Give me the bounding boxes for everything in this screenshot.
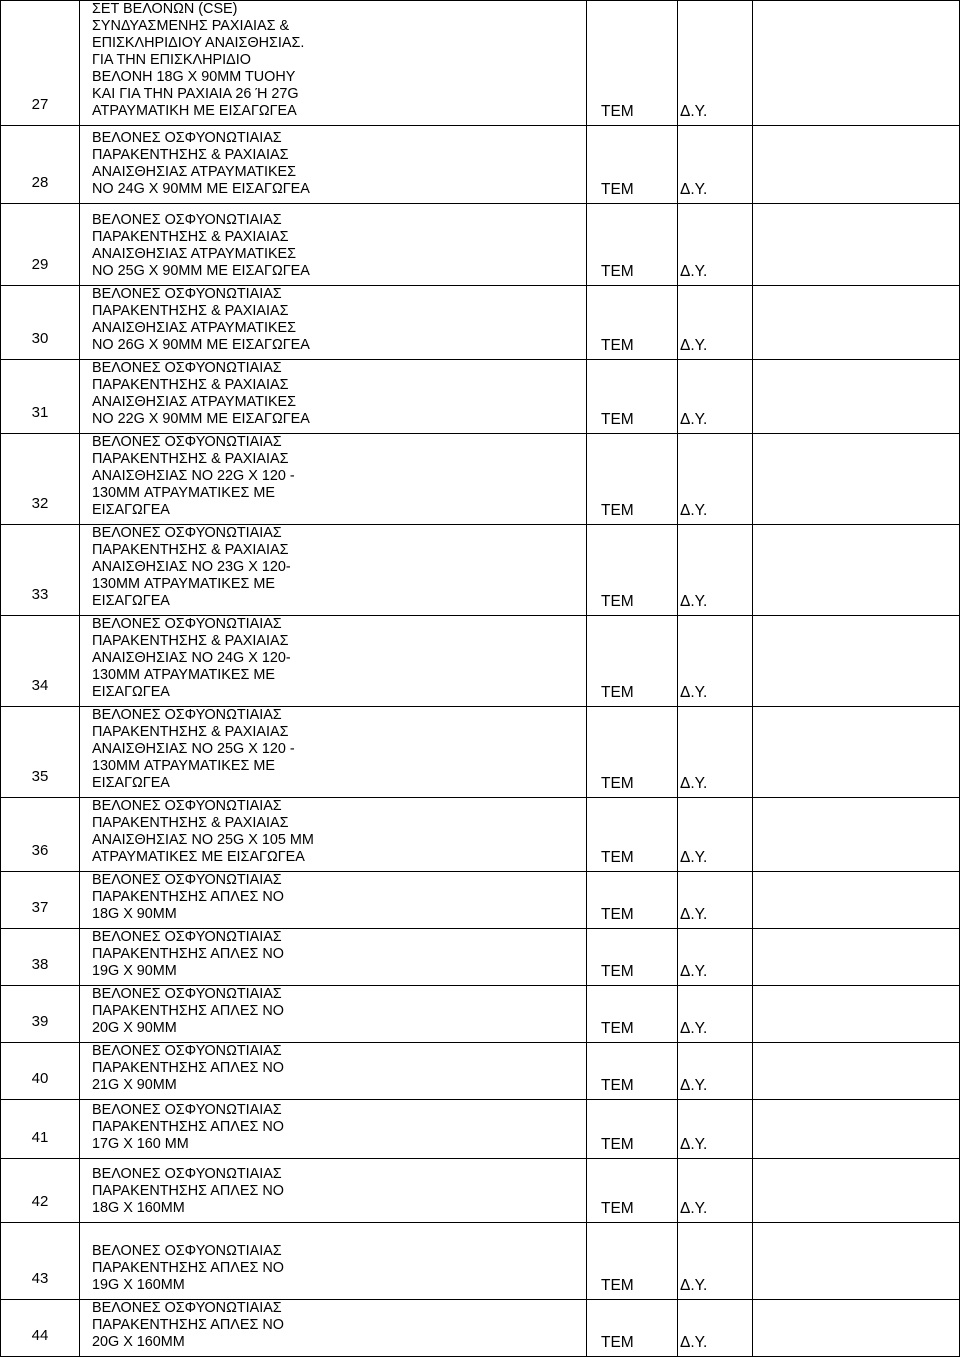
item-description: ΒΕΛΟΝΕΣ ΟΣΦΥΟΝΩΤΙΑΙΑΣ ΠΑΡΑΚΕΝΤΗΣΗΣ ΑΠΛΕΣ ΝΟ 21G X 90MM	[80, 1043, 587, 1100]
unit-of-measure: ΤΕΜ	[587, 1223, 678, 1300]
unit-of-measure: ΤΕΜ	[587, 929, 678, 986]
row-number: 43	[1, 1223, 80, 1300]
item-description: ΒΕΛΟΝΕΣ ΟΣΦΥΟΝΩΤΙΑΙΑΣ ΠΑΡΑΚΕΝΤΗΣΗΣ & ΡΑΧΙΑΙΑΣ ΑΝΑΙΣΘΗΣΙΑΣ ΝΟ 22G X 120 - 130MM ΑΤΡΑΥΜΑΤΙΚΕΣ ΜΕ ΕΙΣΑΓΩΓΕΑ	[80, 434, 587, 525]
item-description: ΒΕΛΟΝΕΣ ΟΣΦΥΟΝΩΤΙΑΙΑΣ ΠΑΡΑΚΕΝΤΗΣΗΣ & ΡΑΧΙΑΙΑΣ ΑΝΑΙΣΘΗΣΙΑΣ ΑΤΡΑΥΜΑΤΙΚΕΣ ΝΟ 25G X 90MM ΜΕ ΕΙΣΑΓΩΓΕΑ	[80, 204, 587, 286]
item-description: ΒΕΛΟΝΕΣ ΟΣΦΥΟΝΩΤΙΑΙΑΣ ΠΑΡΑΚΕΝΤΗΣΗΣ ΑΠΛΕΣ ΝΟ 18G X 160MM	[80, 1159, 587, 1223]
empty-cell	[753, 1, 960, 126]
table-row	[1, 1300, 960, 1357]
table-row	[1, 360, 960, 434]
table-row	[1, 616, 960, 707]
empty-cell	[753, 707, 960, 798]
table-row	[1, 986, 960, 1043]
row-number: 38	[1, 929, 80, 986]
procedure-type: Δ.Υ.	[678, 872, 753, 929]
empty-cell	[753, 1300, 960, 1357]
row-number: 36	[1, 798, 80, 872]
item-description: ΒΕΛΟΝΕΣ ΟΣΦΥΟΝΩΤΙΑΙΑΣ ΠΑΡΑΚΕΝΤΗΣΗΣ & ΡΑΧΙΑΙΑΣ ΑΝΑΙΣΘΗΣΙΑΣ ΝΟ 25G X 105 MM ΑΤΡΑΥΜΑΤΙΚΕΣ ΜΕ ΕΙΣΑΓΩΓΕΑ	[80, 798, 587, 872]
table-row	[1, 126, 960, 204]
procedure-type: Δ.Υ.	[678, 204, 753, 286]
empty-cell	[753, 616, 960, 707]
item-description: ΒΕΛΟΝΕΣ ΟΣΦΥΟΝΩΤΙΑΙΑΣ ΠΑΡΑΚΕΝΤΗΣΗΣ ΑΠΛΕΣ ΝΟ 19G X 90MM	[80, 929, 587, 986]
empty-cell	[753, 360, 960, 434]
item-description: ΣΕΤ ΒΕΛΟΝΩΝ (CSE) ΣΥΝΔΥΑΣΜΕΝΗΣ ΡΑΧΙΑΙΑΣ & ΕΠΙΣΚΛΗΡΙΔΙΟΥ ΑΝΑΙΣΘΗΣΙΑΣ. ΓΙΑ ΤΗΝ ΕΠΙΣΚΛΗΡΙΔΙΟ ΒΕΛΟΝΗ 18G X 90MM TUOHY ΚΑΙ ΓΙΑ ΤΗΝ ΡΑΧΙΑΙΑ 26 Ή 27G ΑΤΡΑΥΜΑΤΙΚΗ ΜΕ ΕΙΣΑΓΩΓΕΑ	[80, 1, 587, 126]
item-description: ΒΕΛΟΝΕΣ ΟΣΦΥΟΝΩΤΙΑΙΑΣ ΠΑΡΑΚΕΝΤΗΣΗΣ & ΡΑΧΙΑΙΑΣ ΑΝΑΙΣΘΗΣΙΑΣ ΝΟ 23G X 120- 130MM ΑΤΡΑΥΜΑΤΙΚΕΣ ΜΕ ΕΙΣΑΓΩΓΕΑ	[80, 525, 587, 616]
table-row	[1, 929, 960, 986]
row-number: 40	[1, 1043, 80, 1100]
item-description: ΒΕΛΟΝΕΣ ΟΣΦΥΟΝΩΤΙΑΙΑΣ ΠΑΡΑΚΕΝΤΗΣΗΣ ΑΠΛΕΣ ΝΟ 18G X 90MM	[80, 872, 587, 929]
unit-of-measure: ΤΕΜ	[587, 1159, 678, 1223]
row-number: 32	[1, 434, 80, 525]
empty-cell	[753, 1100, 960, 1159]
table-row	[1, 1, 960, 126]
procedure-type: Δ.Υ.	[678, 1, 753, 126]
item-description: ΒΕΛΟΝΕΣ ΟΣΦΥΟΝΩΤΙΑΙΑΣ ΠΑΡΑΚΕΝΤΗΣΗΣ ΑΠΛΕΣ ΝΟ 17G X 160 MM	[80, 1100, 587, 1159]
procedure-type: Δ.Υ.	[678, 1159, 753, 1223]
item-description: ΒΕΛΟΝΕΣ ΟΣΦΥΟΝΩΤΙΑΙΑΣ ΠΑΡΑΚΕΝΤΗΣΗΣ & ΡΑΧΙΑΙΑΣ ΑΝΑΙΣΘΗΣΙΑΣ ΝΟ 25G X 120 - 130MM ΑΤΡΑΥΜΑΤΙΚΕΣ ΜΕ ΕΙΣΑΓΩΓΕΑ	[80, 707, 587, 798]
empty-cell	[753, 126, 960, 204]
row-number: 41	[1, 1100, 80, 1159]
unit-of-measure: ΤΕΜ	[587, 286, 678, 360]
unit-of-measure: ΤΕΜ	[587, 1, 678, 126]
table-row	[1, 1043, 960, 1100]
empty-cell	[753, 1043, 960, 1100]
table-row	[1, 1159, 960, 1223]
empty-cell	[753, 872, 960, 929]
item-description: ΒΕΛΟΝΕΣ ΟΣΦΥΟΝΩΤΙΑΙΑΣ ΠΑΡΑΚΕΝΤΗΣΗΣ & ΡΑΧΙΑΙΑΣ ΑΝΑΙΣΘΗΣΙΑΣ ΝΟ 24G X 120- 130MM ΑΤΡΑΥΜΑΤΙΚΕΣ ΜΕ ΕΙΣΑΓΩΓΕΑ	[80, 616, 587, 707]
row-number: 44	[1, 1300, 80, 1357]
row-number: 35	[1, 707, 80, 798]
empty-cell	[753, 929, 960, 986]
table-row	[1, 204, 960, 286]
empty-cell	[753, 798, 960, 872]
procedure-type: Δ.Υ.	[678, 798, 753, 872]
empty-cell	[753, 434, 960, 525]
table-row	[1, 707, 960, 798]
item-description: ΒΕΛΟΝΕΣ ΟΣΦΥΟΝΩΤΙΑΙΑΣ ΠΑΡΑΚΕΝΤΗΣΗΣ ΑΠΛΕΣ ΝΟ 20G X 160MM	[80, 1300, 587, 1357]
table-row	[1, 872, 960, 929]
unit-of-measure: ΤΕΜ	[587, 126, 678, 204]
table-row	[1, 434, 960, 525]
table-row	[1, 1223, 960, 1300]
row-number: 29	[1, 204, 80, 286]
empty-cell	[753, 204, 960, 286]
unit-of-measure: ΤΕΜ	[587, 1300, 678, 1357]
procedure-type: Δ.Υ.	[678, 1223, 753, 1300]
row-number: 39	[1, 986, 80, 1043]
item-description: ΒΕΛΟΝΕΣ ΟΣΦΥΟΝΩΤΙΑΙΑΣ ΠΑΡΑΚΕΝΤΗΣΗΣ & ΡΑΧΙΑΙΑΣ ΑΝΑΙΣΘΗΣΙΑΣ ΑΤΡΑΥΜΑΤΙΚΕΣ ΝΟ 24G X 90MM ΜΕ ΕΙΣΑΓΩΓΕΑ	[80, 126, 587, 204]
procedure-type: Δ.Υ.	[678, 360, 753, 434]
unit-of-measure: ΤΕΜ	[587, 1043, 678, 1100]
row-number: 42	[1, 1159, 80, 1223]
unit-of-measure: ΤΕΜ	[587, 204, 678, 286]
procedure-type: Δ.Υ.	[678, 126, 753, 204]
empty-cell	[753, 1159, 960, 1223]
procedure-type: Δ.Υ.	[678, 1100, 753, 1159]
unit-of-measure: ΤΕΜ	[587, 434, 678, 525]
row-number: 30	[1, 286, 80, 360]
item-description: ΒΕΛΟΝΕΣ ΟΣΦΥΟΝΩΤΙΑΙΑΣ ΠΑΡΑΚΕΝΤΗΣΗΣ ΑΠΛΕΣ ΝΟ 20G X 90MM	[80, 986, 587, 1043]
row-number: 31	[1, 360, 80, 434]
unit-of-measure: ΤΕΜ	[587, 616, 678, 707]
procedure-type: Δ.Υ.	[678, 707, 753, 798]
empty-cell	[753, 1223, 960, 1300]
empty-cell	[753, 986, 960, 1043]
procedure-type: Δ.Υ.	[678, 1300, 753, 1357]
row-number: 28	[1, 126, 80, 204]
unit-of-measure: ΤΕΜ	[587, 1100, 678, 1159]
unit-of-measure: ΤΕΜ	[587, 360, 678, 434]
row-number: 34	[1, 616, 80, 707]
table-row	[1, 286, 960, 360]
unit-of-measure: ΤΕΜ	[587, 798, 678, 872]
item-description: ΒΕΛΟΝΕΣ ΟΣΦΥΟΝΩΤΙΑΙΑΣ ΠΑΡΑΚΕΝΤΗΣΗΣ & ΡΑΧΙΑΙΑΣ ΑΝΑΙΣΘΗΣΙΑΣ ΑΤΡΑΥΜΑΤΙΚΕΣ ΝΟ 22G X 90MM ΜΕ ΕΙΣΑΓΩΓΕΑ	[80, 360, 587, 434]
procedure-type: Δ.Υ.	[678, 286, 753, 360]
unit-of-measure: ΤΕΜ	[587, 525, 678, 616]
procedure-type: Δ.Υ.	[678, 525, 753, 616]
row-number: 27	[1, 1, 80, 126]
procedure-type: Δ.Υ.	[678, 986, 753, 1043]
empty-cell	[753, 525, 960, 616]
procedure-type: Δ.Υ.	[678, 1043, 753, 1100]
table-row	[1, 525, 960, 616]
unit-of-measure: ΤΕΜ	[587, 707, 678, 798]
item-description: ΒΕΛΟΝΕΣ ΟΣΦΥΟΝΩΤΙΑΙΑΣ ΠΑΡΑΚΕΝΤΗΣΗΣ ΑΠΛΕΣ ΝΟ 19G X 160MM	[80, 1223, 587, 1300]
procedure-type: Δ.Υ.	[678, 929, 753, 986]
row-number: 37	[1, 872, 80, 929]
item-description: ΒΕΛΟΝΕΣ ΟΣΦΥΟΝΩΤΙΑΙΑΣ ΠΑΡΑΚΕΝΤΗΣΗΣ & ΡΑΧΙΑΙΑΣ ΑΝΑΙΣΘΗΣΙΑΣ ΑΤΡΑΥΜΑΤΙΚΕΣ ΝΟ 26G X 90MM ΜΕ ΕΙΣΑΓΩΓΕΑ	[80, 286, 587, 360]
table-row	[1, 1100, 960, 1159]
empty-cell	[753, 286, 960, 360]
table-row	[1, 798, 960, 872]
procedure-type: Δ.Υ.	[678, 434, 753, 525]
procedure-type: Δ.Υ.	[678, 616, 753, 707]
unit-of-measure: ΤΕΜ	[587, 986, 678, 1043]
row-number: 33	[1, 525, 80, 616]
unit-of-measure: ΤΕΜ	[587, 872, 678, 929]
